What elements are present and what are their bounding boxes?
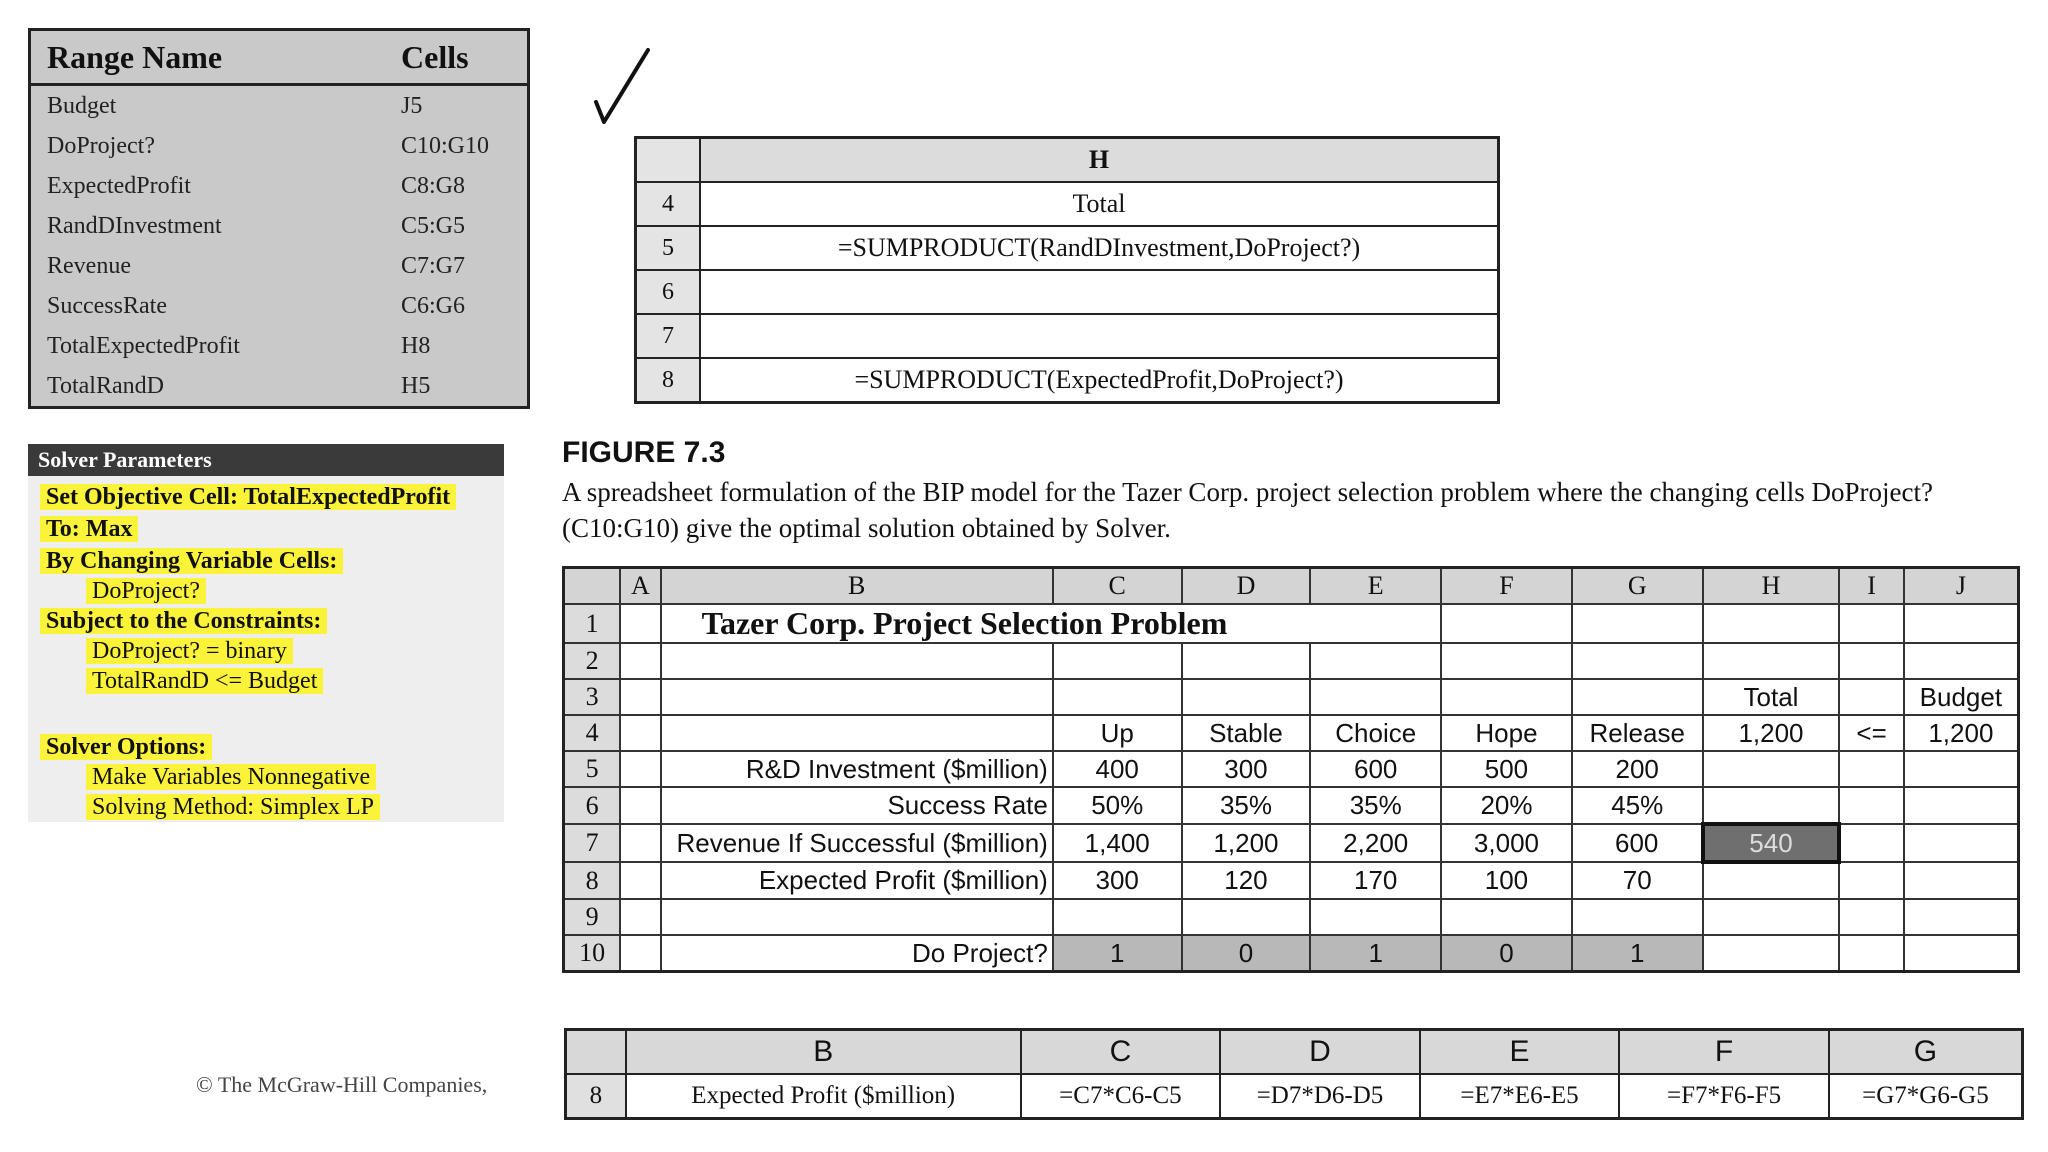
column-header-a: A [620, 568, 660, 605]
range-name: DoProject? [47, 132, 155, 159]
column-header-h: H [1703, 568, 1840, 605]
row-number: 3 [564, 679, 621, 715]
table-row [30, 126, 529, 166]
profit-value: 70 [1572, 862, 1703, 899]
revenue-value: 600 [1572, 824, 1703, 862]
profit-value: 120 [1182, 862, 1311, 899]
range-cells: C10:G10 [401, 132, 490, 159]
do-project-cell[interactable]: 0 [1182, 935, 1311, 972]
table-row [564, 824, 2019, 862]
range-cells: C7:G7 [401, 252, 466, 279]
rd-value: 400 [1053, 751, 1182, 787]
formula-cell: =G7*G6-G5 [1829, 1074, 2023, 1119]
revenue-value: 1,200 [1182, 824, 1311, 862]
formula-cell: =E7*E6-E5 [1420, 1074, 1620, 1119]
column-header-g: G [1829, 1030, 2023, 1075]
range-cells: H5 [401, 372, 431, 399]
table-row [30, 286, 529, 326]
column-header-f: F [1619, 1030, 1829, 1075]
range-cells: C6:G6 [401, 292, 466, 319]
constraint-budget: TotalRandD <= Budget [86, 668, 323, 694]
expected-profit-formula-table [564, 1028, 2024, 1120]
row-number: 10 [564, 935, 621, 972]
table-row [564, 935, 2019, 972]
formula-cell: =C7*C6-C5 [1021, 1074, 1221, 1119]
expected-profit-label: Expected Profit ($million) [661, 862, 1053, 899]
column-header-d: D [1220, 1030, 1420, 1075]
success-value: 35% [1182, 787, 1311, 824]
revenue-value: 1,400 [1053, 824, 1182, 862]
range-name-header: Range Name [30, 30, 386, 85]
table-row [564, 899, 2019, 935]
constraint-binary: DoProject? = binary [86, 638, 293, 664]
column-header-d: D [1182, 568, 1311, 605]
rd-value: 300 [1182, 751, 1311, 787]
table-row [564, 715, 2019, 751]
column-header-row [564, 568, 2019, 605]
column-header-i: I [1839, 568, 1903, 605]
row-number: 8 [566, 1074, 626, 1119]
table-row [636, 358, 1499, 403]
range-name: TotalExpectedProfit [47, 332, 240, 359]
success-value: 35% [1310, 787, 1441, 824]
formula-cell: =D7*D6-D5 [1220, 1074, 1420, 1119]
revenue-value: 2,200 [1310, 824, 1441, 862]
row-number: 5 [564, 751, 621, 787]
formula-cell [700, 314, 1499, 358]
do-project-label: Do Project? [661, 935, 1053, 972]
row-number: 7 [636, 314, 701, 358]
rd-value: 600 [1310, 751, 1441, 787]
project-hope: Hope [1441, 715, 1572, 751]
subject-to-line: Subject to the Constraints: [40, 608, 327, 634]
range-name: Revenue [47, 252, 131, 279]
column-header-f: F [1441, 568, 1572, 605]
revenue-label: Revenue If Successful ($million) [661, 824, 1053, 862]
total-expected-profit-cell: 540 [1703, 824, 1840, 862]
table-row [564, 751, 2019, 787]
table-row [564, 862, 2019, 899]
row-number: 9 [564, 899, 621, 935]
table-row [30, 85, 529, 127]
row-number: 8 [564, 862, 621, 899]
formula-cell: =F7*F6-F5 [1619, 1074, 1829, 1119]
range-name: RandDInvestment [47, 212, 222, 239]
range-cells: J5 [401, 92, 423, 119]
table-row [564, 643, 2019, 679]
row-number: 8 [636, 358, 701, 403]
column-header-b: B [626, 1030, 1021, 1075]
objective-line: Set Objective Cell: TotalExpectedProfit [40, 484, 456, 510]
success-rate-label: Success Rate [661, 787, 1053, 824]
table-row [636, 182, 1499, 226]
project-stable: Stable [1182, 715, 1311, 751]
success-value: 45% [1572, 787, 1703, 824]
copyright-notice: © The McGraw-Hill Companies, [196, 1072, 488, 1097]
row-number: 4 [636, 182, 701, 226]
project-release: Release [1572, 715, 1703, 751]
row-number: 6 [636, 270, 701, 314]
leq-sign: <= [1839, 715, 1903, 751]
column-header-h: H [700, 138, 1499, 183]
column-header-e: E [1420, 1030, 1620, 1075]
table-row [566, 1074, 2023, 1119]
solver-header: Solver Parameters [28, 444, 504, 476]
range-cells: C5:G5 [401, 212, 466, 239]
rd-value: 200 [1572, 751, 1703, 787]
row-number: 1 [564, 604, 621, 643]
profit-value: 170 [1310, 862, 1441, 899]
expected-profit-label: Expected Profit ($million) [626, 1074, 1021, 1119]
figure-title: FIGURE 7.3 [562, 436, 726, 469]
do-project-cell[interactable]: 1 [1572, 935, 1703, 972]
revenue-value: 3,000 [1441, 824, 1572, 862]
formula-cell: =SUMPRODUCT(ExpectedProfit,DoProject?) [700, 358, 1499, 403]
do-project-cell[interactable]: 1 [1310, 935, 1441, 972]
rd-value: 500 [1441, 751, 1572, 787]
range-cells: H8 [401, 332, 431, 359]
formula-cell: Total [700, 182, 1499, 226]
corner-cell [636, 138, 701, 183]
figure-caption: A spreadsheet formulation of the BIP model for the Tazer Corp. project selection problem where the changing cells DoProject? (C10:G10) give the optimal solution obtained by Solver. [562, 477, 1933, 543]
to-line: To: Max [40, 516, 138, 542]
profit-value: 100 [1441, 862, 1572, 899]
formula-cell: =SUMPRODUCT(RandDInvestment,DoProject?) [700, 226, 1499, 270]
table-row [30, 206, 529, 246]
range-name: SuccessRate [47, 292, 167, 319]
do-project-cell[interactable]: 0 [1441, 935, 1572, 972]
row-number: 2 [564, 643, 621, 679]
by-changing-line: By Changing Variable Cells: [40, 548, 343, 574]
checkmark-icon [590, 42, 660, 132]
rd-investment-label: R&D Investment ($million) [661, 751, 1053, 787]
row-number: 4 [564, 715, 621, 751]
row-number: 7 [564, 824, 621, 862]
cells-header: Cells [385, 30, 529, 85]
range-name: TotalRandD [47, 372, 164, 399]
row-number: 6 [564, 787, 621, 824]
solver-parameters-panel [28, 444, 504, 822]
success-value: 50% [1053, 787, 1182, 824]
project-choice: Choice [1310, 715, 1441, 751]
do-project-cell[interactable]: 1 [1053, 935, 1182, 972]
total-header: Total [1703, 679, 1840, 715]
column-header-c: C [1053, 568, 1182, 605]
option-solving-method: Solving Method: Simplex LP [86, 794, 380, 820]
solver-options-line: Solver Options: [40, 734, 212, 760]
column-header-e: E [1310, 568, 1441, 605]
option-nonnegative: Make Variables Nonnegative [86, 764, 376, 790]
column-header-c: C [1021, 1030, 1221, 1075]
corner-cell [564, 568, 621, 605]
budget-header: Budget [1904, 679, 2019, 715]
table-row [30, 366, 529, 408]
table-row [564, 787, 2019, 824]
spreadsheet [562, 566, 2020, 973]
project-up: Up [1053, 715, 1182, 751]
total-rd-value: 1,200 [1703, 715, 1840, 751]
table-row [564, 679, 2019, 715]
table-row [636, 226, 1499, 270]
table-row [636, 314, 1499, 358]
profit-value: 300 [1053, 862, 1182, 899]
column-header-b: B [661, 568, 1053, 605]
column-h-formula-table [634, 136, 1500, 404]
table-row [30, 246, 529, 286]
changing-cells-line: DoProject? [86, 578, 206, 604]
range-name: ExpectedProfit [47, 172, 191, 199]
row-number: 5 [636, 226, 701, 270]
range-name: Budget [47, 92, 117, 119]
table-row [636, 270, 1499, 314]
column-header-g: G [1572, 568, 1703, 605]
corner-cell [566, 1030, 626, 1075]
table-row [30, 166, 529, 206]
sheet-title: Tazer Corp. Project Selection Problem [661, 604, 1442, 643]
table-row [564, 604, 2019, 643]
success-value: 20% [1441, 787, 1572, 824]
formula-cell [700, 270, 1499, 314]
column-header-j: J [1904, 568, 2019, 605]
range-name-table [28, 28, 530, 409]
table-row [30, 326, 529, 366]
range-cells: C8:G8 [401, 172, 466, 199]
budget-value: 1,200 [1904, 715, 2019, 751]
